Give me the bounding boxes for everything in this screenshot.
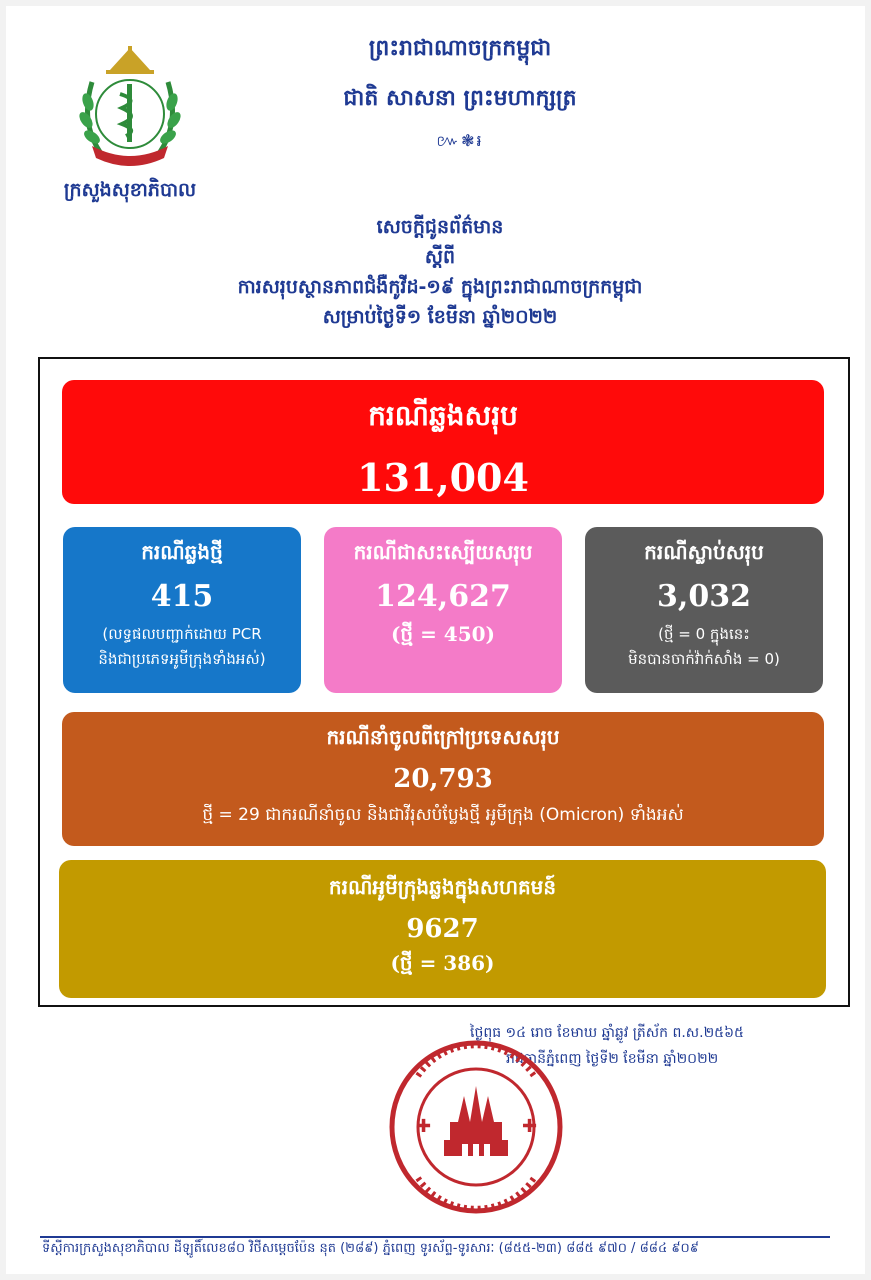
omicron-value: 9627 [406, 914, 479, 944]
ministry-name: ក្រសួងសុខាភិបាល [63, 179, 197, 201]
deaths-note-2: មិនបានចាក់វ៉ាក់សាំង = 0) [628, 650, 780, 668]
footer-address: ទីស្តីការក្រសួងសុខាភិបាល ដីឡូតិ៍លេខ៨០ វិថីសម្តេចប៉ែន នុត (២៨៩) ភ្នំពេញ ទូរស័ព្ទ-ទូរសារៈ (៨៥៥-២៣) ៨៨៥ ៩៧០ / ៨៨៤ ៩០៩ [42, 1241, 699, 1256]
omicron-note: (ថ្មី = 386) [390, 951, 495, 975]
new-cases-value: 415 [150, 579, 214, 614]
recovered-value: 124,627 [375, 579, 511, 614]
solar-date: រាជធានីភ្នំពេញ ថ្ងៃទី២ ខែមីនា ឆ្នាំ២០២២ [506, 1051, 719, 1067]
title-line-3: ការសរុបស្ថានភាពជំងឺកូវីដ-១៩ ក្នុងព្រះរាជាណាចក្រកម្ពុជា [237, 276, 643, 298]
svg-text:✚: ✚ [416, 1116, 432, 1137]
kingdom-line: ព្រះរាជាណាចក្រកម្ពុជា [368, 36, 552, 61]
svg-text:✚: ✚ [522, 1116, 538, 1137]
ornament-divider: ៚❃៛ [436, 131, 484, 150]
title-line-2: ស្តីពី [424, 246, 456, 268]
imported-note: ថ្មី = 29 ជាករណីនាំចូល និងជាវីរុសបំប្លែងថ្មី អូមីក្រុង (Omicron) ទាំងអស់ [202, 805, 684, 825]
deaths-label: ករណីស្លាប់សរុប [644, 540, 764, 564]
total-cases-card [62, 380, 824, 504]
total-cases-value: 131,004 [357, 455, 529, 500]
kingdom-header [200, 28, 720, 154]
omicron-label: ករណីអូមីក្រុងឆ្លងក្នុងសហគមន៍ [328, 875, 557, 899]
new-cases-card [63, 527, 301, 693]
title-line-4: សម្រាប់ថ្ងៃទី១ ខែមីនា ឆ្នាំ២០២២ [322, 306, 558, 328]
deaths-value: 3,032 [657, 579, 751, 614]
imported-value: 20,793 [393, 764, 493, 794]
deaths-note [585, 622, 823, 672]
ministry-seal-icon [378, 1036, 574, 1218]
imported-label: ករណីនាំចូលពីក្រៅប្រទេសសរុប [326, 725, 560, 749]
recovered-card [324, 527, 562, 693]
title-line-1: សេចក្តីជូនព័ត៌មាន [376, 216, 504, 238]
announcement-title [150, 212, 730, 332]
omicron-community-card [59, 860, 826, 998]
imported-cases-card [62, 712, 824, 846]
new-cases-note [63, 622, 301, 672]
ministry-emblem-icon [70, 42, 190, 172]
motto-line: ជាតិ សាសនា ព្រះមហាក្សត្រ [343, 86, 577, 111]
lunar-date: ថ្ងៃពុធ ១៤ រោច ខែមាឃ ឆ្នាំឆ្លូវ ត្រីស័ក ព.ស.២៥៦៥ [470, 1025, 744, 1041]
recovered-note: (ថ្មី = 450) [390, 622, 496, 646]
new-cases-note-2: និងជាប្រភេទអូមីក្រុងទាំងអស់) [98, 650, 266, 668]
recovered-label: ករណីជាសះស្បើយសរុប [353, 540, 533, 564]
deaths-card [585, 527, 823, 693]
footer-divider [40, 1236, 830, 1238]
total-cases-label: ករណីឆ្លងសរុប [368, 399, 518, 432]
new-cases-label: ករណីឆ្លងថ្មី [141, 540, 223, 564]
new-cases-note-1: (លទ្ធផលបញ្ជាក់ដោយ PCR [102, 625, 262, 643]
deaths-note-1: (ថ្មី = 0 ក្នុងនេះ [658, 625, 750, 643]
